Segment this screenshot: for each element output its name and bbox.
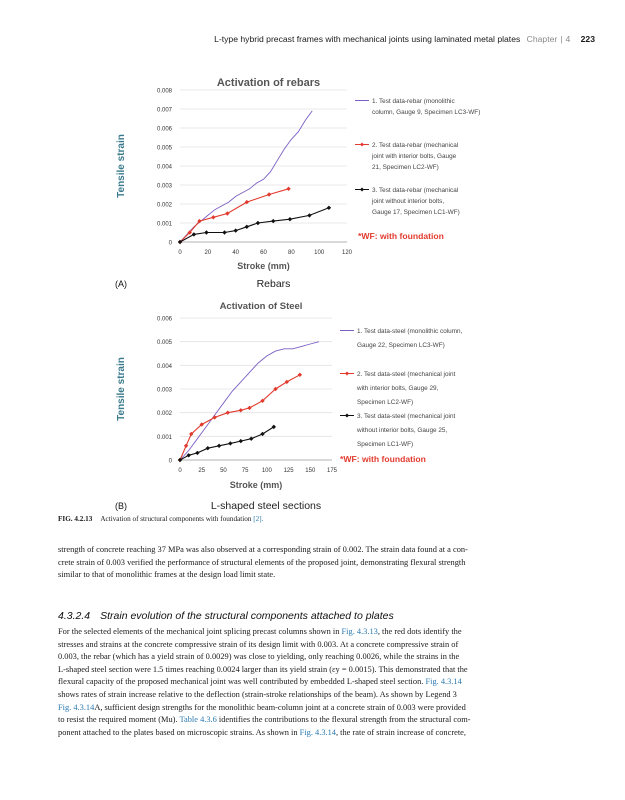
figure-caption-label: FIG. 4.2.13 — [58, 515, 93, 523]
legend-entry-text: joint without interior bolts, — [372, 198, 445, 205]
data-point — [195, 451, 199, 455]
y-tick-label: 0.001 — [156, 434, 172, 441]
legend-entry-text: 2. Test data-steel (mechanical joint — [357, 371, 456, 378]
figure-caption-text: Activation of structural components with foundation — [100, 515, 252, 523]
y-tick-label: 0.004 — [156, 164, 172, 171]
legend-entry-text: 1. Test data-rebar (monolithic — [372, 98, 455, 105]
figure-caption-citation[interactable]: [2]. — [253, 515, 264, 523]
text-line — [58, 676, 596, 689]
figure-reference-link[interactable]: Fig. 4.3.13 — [341, 627, 378, 636]
y-axis-label: Tensile strain — [116, 357, 127, 421]
x-tick-label: 25 — [198, 468, 206, 474]
series-line-1 — [180, 342, 319, 460]
x-tick-label: 20 — [204, 250, 212, 256]
x-tick-label: 75 — [241, 468, 249, 474]
panel-subtitle: L-shaped steel sections — [210, 500, 322, 512]
text-line — [58, 626, 596, 639]
data-point — [239, 439, 243, 443]
data-point — [213, 415, 217, 419]
x-axis-label: Stroke (mm) — [229, 480, 283, 490]
text-line: similar to that of monolithic frames at the design load limit state. — [58, 570, 276, 580]
figure-reference-link[interactable]: Fig. 4.3.14 — [425, 677, 462, 687]
text-line: strength of concrete reaching 37 MPa was also observed at a corresponding strain of 0.002. The strain data found at a con- — [58, 545, 468, 554]
x-tick-label: 0 — [178, 468, 182, 474]
header-separator: | — [560, 34, 563, 44]
figure-panel-b — [0, 296, 625, 516]
steel-strain-chart — [0, 296, 625, 516]
data-point — [249, 437, 253, 441]
data-point — [288, 217, 292, 221]
y-tick-label: 0.002 — [156, 202, 172, 209]
y-tick-label: 0.004 — [156, 363, 172, 370]
running-header — [0, 34, 595, 44]
legend-entry-text: 3. Test data-steel (mechanical joint — [357, 413, 456, 420]
legend-entry-text: Specimen LC1-WF) — [357, 441, 414, 448]
figure-reference-link[interactable]: Fig. 4.3.14 — [299, 727, 336, 737]
legend-entry-text: with interior bolts, Gauge 29, — [357, 385, 439, 392]
chapter-label: Chapter — [526, 34, 558, 44]
x-tick-label: 80 — [287, 250, 295, 256]
data-point — [226, 410, 230, 414]
legend-swatch-marker — [345, 372, 349, 376]
legend-entry-text: Specimen LC2-WF) — [357, 399, 414, 406]
text-span: A, sufficient design strengths for the monolithic beam-column joint at a concrete strain of 0.003 were provided — [94, 702, 466, 712]
x-tick-label: 0 — [178, 250, 182, 256]
legend-entry-text: without interior bolts, Gauge 25, — [357, 427, 448, 434]
data-point — [217, 444, 221, 448]
paragraph-2 — [58, 626, 596, 739]
figure-reference-link[interactable]: Fig. 4.3.14 — [58, 702, 95, 712]
y-tick-label: 0.008 — [156, 88, 172, 95]
x-tick-label: 40 — [232, 250, 240, 256]
y-tick-label: 0.003 — [156, 183, 172, 190]
section-title: Strain evolution of the structural components attached to plates — [100, 610, 394, 622]
legend-swatch-marker — [360, 188, 364, 192]
data-point — [204, 230, 208, 234]
text-line: crete strain of 0.003 verified the performance of structural elements of the proposed joint, demonstrating flexural strength — [58, 557, 466, 567]
page-number: 223 — [580, 34, 595, 44]
section-heading — [58, 610, 394, 622]
legend-entry-text: 1. Test data-steel (monolithic column, — [357, 328, 463, 335]
x-tick-label: 125 — [283, 468, 294, 474]
data-point — [286, 187, 290, 191]
running-title: L-type hybrid precast frames with mechanical joints using laminated metal plates — [214, 34, 521, 44]
data-point — [239, 408, 243, 412]
x-axis-label: Stroke (mm) — [237, 261, 290, 271]
x-tick-label: 120 — [341, 250, 353, 256]
table-reference-link[interactable]: Table 4.3.6 — [179, 715, 217, 725]
data-point — [233, 228, 237, 232]
chapter-number: 4 — [565, 34, 571, 44]
panel-subtitle: Rebars — [256, 278, 291, 290]
y-tick-label: 0.006 — [156, 126, 172, 133]
series-line-3 — [180, 208, 329, 242]
y-tick-label: 0.002 — [156, 411, 172, 418]
data-point — [267, 192, 271, 196]
figure-caption — [58, 515, 263, 523]
text-line: stresses and strains at the concrete compressive strain of its design limit with 0.003. At a concrete compressive strain of — [58, 639, 459, 649]
text-span: flexural capacity of the proposed mechanical joint was well contributed by embedded L-shaped steel section. — [58, 677, 426, 687]
data-point — [192, 232, 196, 236]
paragraph-1 — [58, 544, 596, 582]
chart-note: *WF: with foundation — [358, 231, 444, 241]
text-line: shows rates of strain increase relative to the deflection (strain-stroke relationships of the beam). As shown by Legend 3 — [58, 689, 457, 699]
data-point — [184, 444, 188, 448]
y-tick-label: 0.006 — [156, 316, 172, 323]
x-tick-label: 50 — [220, 468, 227, 474]
data-point — [307, 213, 311, 217]
legend-entry-text: Gauge 17, Specimen LC1-WF) — [372, 209, 460, 216]
data-point — [211, 215, 215, 219]
y-tick-label: 0 — [168, 240, 172, 247]
x-tick-label: 100 — [261, 468, 272, 474]
text-span: identifies the contributions to the flexural strength from the structural com- — [216, 715, 471, 725]
text-span: to resist the required moment (Mu). — [58, 715, 180, 725]
panel-label: (B) — [115, 501, 127, 511]
data-point — [222, 230, 226, 234]
data-point — [256, 221, 260, 225]
chart-note: *WF: with foundation — [340, 454, 426, 464]
y-axis-label: Tensile strain — [116, 134, 127, 198]
data-point — [228, 441, 232, 445]
legend-entry-text: 3. Test data-rebar (mechanical — [372, 187, 459, 194]
data-point — [245, 225, 249, 229]
data-point — [247, 406, 251, 410]
text-line: 0.003, the rebar (which has a yield strain of 0.0029) was close to yielding, only reaching 0.0026, while the strains in the — [58, 652, 460, 662]
legend-swatch-marker — [345, 414, 349, 418]
x-tick-label: 100 — [314, 250, 325, 256]
data-point — [186, 453, 190, 457]
x-tick-label: 175 — [326, 468, 338, 474]
data-point — [298, 373, 302, 377]
y-tick-label: 0.007 — [156, 107, 172, 114]
text-span: ponent attached to the plates based on microscopic strains. As shown in — [58, 727, 300, 737]
legend-entry-text: Gauge 22, Specimen LC3-WF) — [357, 342, 445, 349]
legend-entry-text: joint with interior bolts, Gauge — [372, 153, 457, 160]
y-tick-label: 0.003 — [156, 387, 172, 394]
chart-title: Activation of rebars — [216, 77, 321, 89]
text-line: L-shaped steel section were 1.5 times reaching 0.0024 larger than its yield strain (εy = 0.0015). This demonstrated that the — [58, 664, 468, 674]
y-tick-label: 0.001 — [156, 221, 172, 228]
section-number: 4.3.2.4 — [58, 610, 91, 622]
x-tick-label: 60 — [260, 250, 267, 256]
legend-entry-text: column, Gauge 9, Specimen LC3-WF) — [372, 109, 481, 116]
figure-panel-a — [0, 70, 625, 300]
text-line — [58, 727, 596, 740]
series-line-2 — [180, 375, 300, 460]
legend-entry-text: 2. Test data-rebar (mechanical — [372, 142, 459, 149]
text-line — [58, 714, 596, 727]
text-span: For the selected elements of the mechanical joint splicing precast columns shown in — [58, 627, 342, 636]
legend-entry-text: 21, Specimen LC2-WF) — [372, 164, 439, 171]
data-point — [327, 206, 331, 210]
legend-swatch-marker — [360, 143, 364, 147]
rebar-strain-chart — [0, 70, 625, 300]
panel-label: (A) — [115, 279, 127, 289]
chart-title: Activation of Steel — [219, 301, 303, 312]
text-line — [58, 702, 596, 715]
text-span: , the rate of strain increase of concrete, — [335, 727, 466, 737]
y-tick-label: 0.005 — [156, 145, 172, 152]
y-tick-label: 0 — [168, 458, 172, 465]
x-tick-label: 150 — [305, 468, 316, 474]
data-point — [206, 446, 210, 450]
y-tick-label: 0.005 — [156, 340, 172, 347]
text-span: , the red dots identify the — [377, 627, 462, 636]
